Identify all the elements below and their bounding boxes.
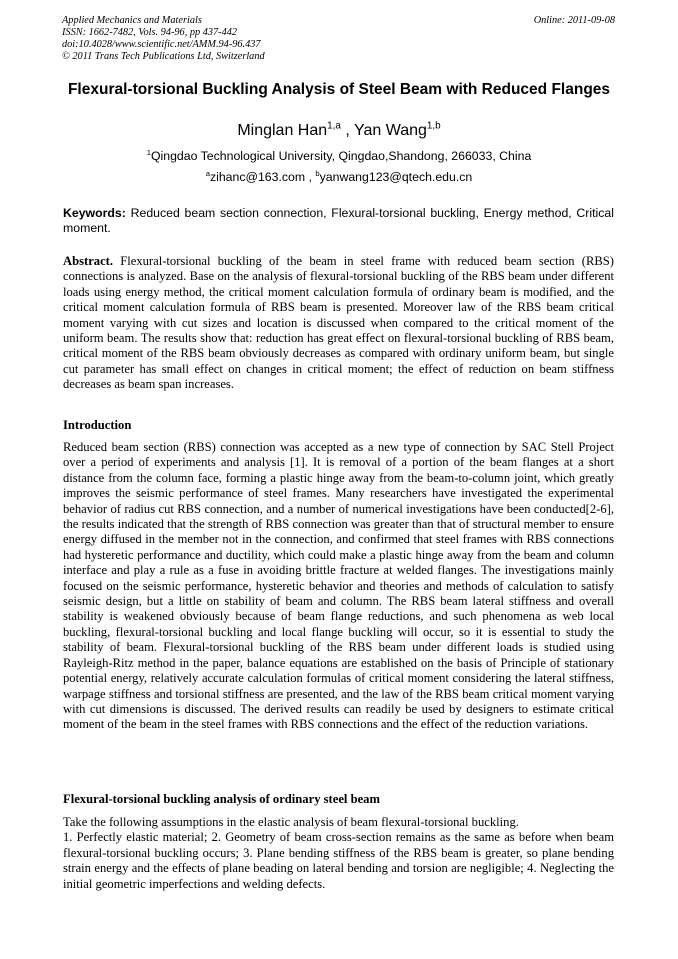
author-1-affil: 1,a — [327, 120, 341, 132]
section-heading-ordinary-beam: Flexural-torsional buckling analysis of ordinary steel beam — [63, 792, 380, 806]
author-1: Minglan Han — [237, 122, 328, 139]
email-a[interactable]: zihanc@163.com — [209, 170, 306, 184]
abstract-block — [63, 254, 614, 393]
keywords-label: Keywords: — [63, 206, 126, 220]
keywords-text: Reduced beam section connection, Flexural-torsional buckling, Energy method, Critical moment. — [63, 206, 614, 235]
journal-header — [62, 15, 615, 63]
author-line — [62, 122, 616, 140]
email-line — [62, 170, 616, 184]
affiliation-marker: 1 — [146, 147, 151, 157]
keywords-block — [63, 206, 614, 236]
copyright-line: © 2011 Trans Tech Publications Ltd, Switzerland — [62, 51, 265, 62]
author-2: Yan Wang — [353, 122, 427, 139]
author-2-affil: 1,b — [426, 120, 441, 132]
abstract-text: Flexural-torsional buckling of the beam in steel frame with reduced beam section (RBS) connections is analyzed. Base on the analysis of flexural-torsional buckling of the RBS beam under different loads using energy method, the critical moment calculation formula of ordinary beam is modified, and the critical moment calculation formula of RBS beam is presented. Moreover law of the RBS beam critical moment varying with cut sizes and location is discussed when compared to the critical moment of the uniform beam. The results show that: reduction has great effect on flexural-torsional buckling of RBS beam, critical moment of the RBS beam obviously decreases as compared with ordinary uniform beam, but single cut parameter has small effect on changes in critical moment; the effect of reduction on beam stiffness decreases as beam span increases. — [63, 254, 614, 392]
issn-line: ISSN: 1662-7482, Vols. 94-96, pp 437-442 — [62, 27, 238, 38]
email-separator: , — [305, 170, 316, 184]
doi-line: doi:10.4028/www.scientific.net/AMM.94-96.437 — [62, 39, 261, 50]
introduction-heading: Introduction — [63, 418, 132, 432]
email-b-marker: b — [315, 168, 320, 178]
abstract-label: Abstract. — [63, 254, 114, 268]
email-a-marker: a — [205, 168, 210, 178]
affiliation — [62, 149, 616, 163]
section-text-ordinary-beam: Take the following assumptions in the elastic analysis of beam flexural-torsional buckling. 1. Perfectly elastic material; 2. Geometry of beam cross-section remains as the same as before when beam flexural-torsional buckling occurs; 3. Plane bending stiffness of the RBS beam is greater, so plane bending strain energy and the effects of plane beading on lateral bending and torsion are negligible; 4. Neglecting the initial geometric imperfections and welding defects. — [63, 815, 614, 891]
paper-title: Flexural-torsional Buckling Analysis of Steel Beam with Reduced Flanges — [67, 81, 611, 98]
introduction-text: Reduced beam section (RBS) connection was accepted as a new type of connection by SAC Stell Project over a period of experiments and analysis [1]. It is removal of a portion of the beam flanges at a short distance from the column face, forming a plastic hinge away from the beam-to-column joint, which greatly improves the seismic performance of steel frames. Many researchers have investigated the experimental behavior of radius cut RBS connection, and a number of numerical investigations have been conducted[2-6], the results indicated that the strength of RBS connection was greater than that of structural member to ensure energy diffused in the member not in the connection, and confirmed that steel frames with RBS connections had hysteretic performance and ductility, which could make a plastic hinge away from the beam and column interface and play a rule as a fuse in avoiding brittle fracture at welded flanges. The investigations mainly focused on the seismic performance, hysteretic behavior and theories and methods of calculation to satisfy seismic design, but a little on stability of beam and column. The RBS beam lateral stiffness and overall stability is weakened obviously because of beam flange reductions, and such phenomena as web local buckling, flexural-torsional buckling and local flange buckling will occur, so it is essential to study the stability of beam. Flexural-torsional buckling of the RBS beam under different loads is studied using Rayleigh-Ritz method in the paper, balance equations are established on the basis of Principle of stationary potential energy, relatively accurate calculation formulas of critical moment considering the lateral stiffness, warpage stiffness and torsional stiffness are presented, and the law of the RBS beam critical moment varying with cut dimensions is discussed. The derived results can readily be used by designers to estimate critical moment of the beam in the steel frames with RBS connections and the effect of the reduction variations. — [63, 440, 614, 732]
email-b[interactable]: yanwang123@qtech.edu.cn — [319, 170, 473, 184]
online-date: Online: 2011-09-08 — [533, 15, 615, 26]
affiliation-text: Qingdao Technological University, Qingdao,Shandong, 266033, China — [150, 149, 532, 163]
journal-name: Applied Mechanics and Materials — [62, 15, 202, 26]
author-separator: , — [340, 122, 354, 139]
